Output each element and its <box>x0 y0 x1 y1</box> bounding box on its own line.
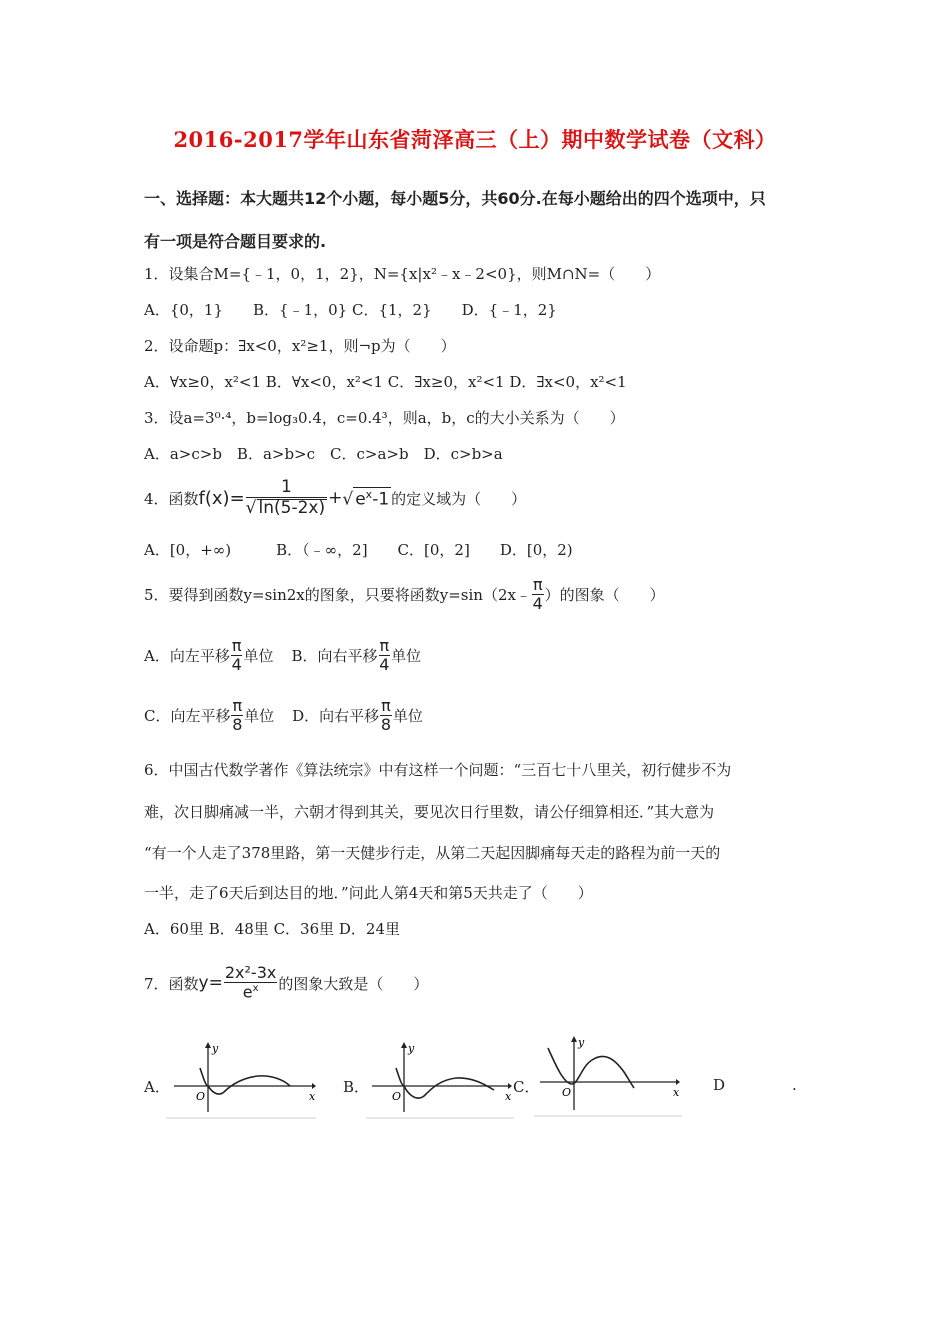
q5-option-b-unit: 单位 <box>391 646 422 665</box>
q7-option-a-label: A． <box>144 1078 170 1096</box>
q7-graph-c <box>534 1032 684 1118</box>
section-heading-line1: 一、选择题：本大题共12个小题，每小题5分，共60分.在每小题给出的四个选项中，只 <box>144 189 766 208</box>
q7-y: y= <box>198 973 223 993</box>
q4-stem <box>144 478 526 518</box>
q7-graph-a-origin: O <box>196 1090 206 1103</box>
q7-option-d-label: D <box>713 1076 726 1094</box>
q4-sqrt: √ $e^x-1$ <box>342 487 390 510</box>
q6-options: A．60里 B．48里 C．36里 D．24里 <box>144 920 401 938</box>
section-heading-line2: 有一项是符合题目要求的. <box>144 232 327 251</box>
q5-option-a-fraction: $\frac{\pi}{4}$ <box>231 635 242 674</box>
q7-graph-b-origin: O <box>392 1090 402 1103</box>
q7-graph-c-y-label: y <box>578 1036 585 1049</box>
q7-option-b-label: B． <box>343 1078 370 1096</box>
q7-option-c-label: C． <box>513 1078 540 1096</box>
page-title: 2016-2017学年山东省菏泽高三（上）期中数学试卷（文科） <box>173 127 777 152</box>
q5-fraction: $\frac{\pi}{4}$ <box>532 574 543 613</box>
q4-numerator: 1 <box>246 479 327 498</box>
q7-graph-a-x-label: x <box>309 1090 316 1103</box>
q4-denominator: √ ln(5-2x) <box>245 498 326 518</box>
q5-options-ab <box>144 632 421 678</box>
q6-line1: 6．中国古代数学著作《算法统宗》中有这样一个问题：“三百七十八里关，初行健步不为 <box>144 761 732 779</box>
q5-option-d-unit: 单位 <box>392 706 423 725</box>
q7-graph-c-origin: O <box>562 1086 572 1099</box>
q1-options: A．{0，1} B．{﹣1，0} C．{1，2} D．{﹣1，2} <box>144 301 557 319</box>
q5-option-b-label: B．向右平移 <box>291 646 378 665</box>
q5-option-d-fraction: $\frac{\pi}{8}$ <box>380 695 392 734</box>
q4-prefix: 4．函数 <box>144 489 199 508</box>
q1-stem: 1．设集合M={﹣1，0，1，2}，N={x|x²﹣x﹣2<0}，则M∩N=（ ） <box>144 265 661 283</box>
q4-options: A．[0，+∞) B．（﹣∞，2] C．[0，2] D．[0，2) <box>144 541 573 559</box>
q5-suffix: ）的图象（ ） <box>544 585 665 604</box>
q6-line3: “有一个人走了378里路，第一天健步行走，从第二天起因脚痛每天走的路程为前一天的 <box>144 844 721 862</box>
q3-stem: 3．设a=3⁰·⁴，b=log₃0.4，c=0.4³，则a，b，c的大小关系为（ ） <box>144 409 625 427</box>
q6-line4: 一半，走了6天后到达目的地．”问此人第4天和第5天共走了（ ） <box>144 884 593 902</box>
q4-fraction <box>246 479 327 517</box>
q7-graph-a-y-label: y <box>212 1042 219 1055</box>
q5-option-b-fraction: $\frac{\pi}{4}$ <box>379 635 390 674</box>
q7-stem <box>144 958 428 1008</box>
q7-graph-b <box>366 1040 516 1120</box>
q3-options: A．a>c>b B．a>b>c C．c>a>b D．c>b>a <box>144 445 503 463</box>
q7-suffix: 的图象大致是（ ） <box>278 974 429 993</box>
q7-graph-b-y-label: y <box>408 1042 415 1055</box>
q2-stem: 2．设命题p：∃x<0，x²≥1，则¬p为（ ） <box>144 337 456 355</box>
q4-suffix: 的定义域为（ ） <box>391 489 527 508</box>
q7-prefix: 7．函数 <box>144 974 199 993</box>
q4-fx: f(x)= <box>198 487 245 509</box>
q5-option-a-label: A．向左平移 <box>144 646 230 665</box>
q5-option-c-label: C．向左平移 <box>144 706 231 725</box>
q5-option-d-label: D．向右平移 <box>292 706 380 725</box>
q5-prefix: 5．要得到函数y=sin2x的图象，只要将函数y=sin（2x﹣ <box>144 585 531 604</box>
q4-plus: + <box>328 488 343 508</box>
q5-option-c-fraction: $\frac{\pi}{8}$ <box>232 695 243 734</box>
q5-stem <box>144 572 665 616</box>
q7-graph-c-x-label: x <box>673 1086 680 1099</box>
q5-option-a-unit: 单位 <box>243 646 274 665</box>
q7-trailing-dot: . <box>792 1076 797 1094</box>
q6-line2: 难，次日脚痛减一半，六朝才得到其关，要见次日行里数，请公仔细算相还．”其大意为 <box>144 803 715 821</box>
q5-option-c-unit: 单位 <box>244 706 275 725</box>
q5-options-cd <box>144 692 423 738</box>
q7-fraction: $\frac{\text{2x²-3x}}{e^x}$ <box>224 963 277 1002</box>
q7-graph-a <box>166 1040 318 1120</box>
q7-graph-b-x-label: x <box>505 1090 512 1103</box>
q2-options: A．∀x≥0，x²<1 B．∀x<0，x²<1 C．∃x≥0，x²<1 D．∃x<0，x²<1 <box>144 373 627 391</box>
